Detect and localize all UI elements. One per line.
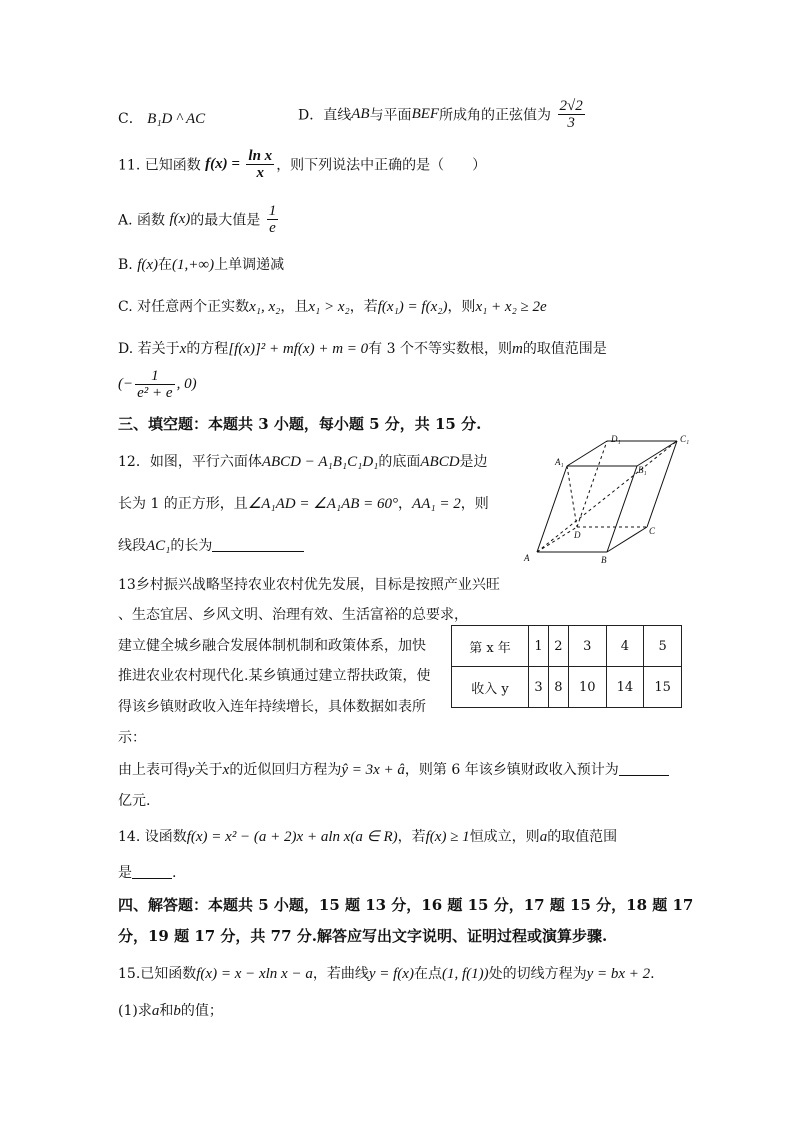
section-title: 三、填空题：本题共 3 小题，每小题 5 分，共 15 分. xyxy=(118,415,482,433)
text: ，且 xyxy=(280,299,309,315)
fraction-num: 1 xyxy=(268,203,277,219)
fraction-den: 3 xyxy=(558,114,585,131)
math: , 0) xyxy=(176,376,197,392)
q11-option-c xyxy=(118,296,547,316)
text: 的取值范围 xyxy=(547,829,618,845)
math: [f(x)]² + mf(x) + m = 0 xyxy=(228,341,369,357)
math-interval: (1,+∞) xyxy=(172,257,215,273)
table-cell: 15 xyxy=(644,667,682,708)
option-label: A. 函数 xyxy=(118,212,166,229)
fraction xyxy=(135,368,174,401)
label-b: B xyxy=(601,555,607,565)
table-cell: 1 xyxy=(529,626,549,667)
q15-part1 xyxy=(118,1000,223,1020)
table-header: 第 x 年 xyxy=(452,626,529,667)
label-d: D xyxy=(574,530,581,540)
math: ŷ = 3x + â xyxy=(341,762,405,778)
text: C. 对任意两个正实数 xyxy=(118,299,250,315)
option-c-math: B₁D ^ AC xyxy=(147,111,206,127)
option-label: B. xyxy=(118,257,133,273)
math-fx: f(x) xyxy=(137,257,159,273)
text: 在点 xyxy=(413,966,442,982)
label-a: A xyxy=(524,553,530,563)
q14-line1 xyxy=(118,826,617,846)
math: x₁, x₂ xyxy=(249,299,281,315)
text: 的方程 xyxy=(186,341,229,357)
text: 的底面 xyxy=(378,454,421,470)
q10-option-c xyxy=(118,108,205,128)
math: x xyxy=(179,341,187,357)
table-cell: 3 xyxy=(568,626,606,667)
text: 是边 xyxy=(459,454,488,470)
option-label: C． xyxy=(118,111,143,127)
q13-line2: 、生态宜居、乡风文明、治理有效、生活富裕的总要求， xyxy=(118,607,468,623)
q13-line3: 建立健全城乡融合发展体制机制和政策体系，加快 xyxy=(118,638,426,654)
math: ABCD − A₁B₁C₁D₁ xyxy=(261,454,379,470)
fraction-num: 1 xyxy=(151,368,159,384)
math: f(x) = x² − (a + 2)x + aln x(a ∈ R) xyxy=(186,829,398,845)
math: (1, f(1)) xyxy=(441,966,489,982)
text: (1)求 xyxy=(118,1003,152,1019)
text: 的近似回归方程为 xyxy=(229,762,342,778)
math: m xyxy=(511,341,523,357)
table-cell: 10 xyxy=(568,667,606,708)
fraction xyxy=(246,148,274,181)
text: ，则 xyxy=(460,496,489,512)
text: ，若曲线 xyxy=(312,966,369,982)
math-fx: f(x) xyxy=(169,211,191,227)
math: ABCD xyxy=(420,454,460,470)
table-row xyxy=(452,626,682,667)
fraction-num: ln x xyxy=(248,148,273,164)
text: 的值； xyxy=(180,1003,223,1019)
q13-line4: 推进农业农村现代化.某乡镇通过建立帮扶政策，使 xyxy=(118,668,431,684)
q11-option-a xyxy=(118,203,280,236)
table-cell: 14 xyxy=(606,667,644,708)
question-number: 11. 已知函数 xyxy=(118,157,201,174)
text: 恒成立，则 xyxy=(469,829,540,845)
q12-line2 xyxy=(118,493,489,513)
text: ，则下列说法中正确的是（ ） xyxy=(276,157,487,174)
q13-line1: 13乡村振兴战略坚持农业农村优先发展，目标是按照产业兴旺 xyxy=(118,577,500,593)
math: y = f(x) xyxy=(368,966,414,982)
fraction-den: e xyxy=(267,219,279,236)
math: x₁ + x₂ ≥ 2e xyxy=(475,299,547,315)
text: 15.已知函数 xyxy=(118,966,197,982)
section-title-line2: 分，19 题 17 分，共 77 分.解答应写出文字说明、证明过程或演算步骤. xyxy=(118,927,608,945)
q12-line1 xyxy=(118,451,488,471)
q11-option-b xyxy=(118,254,284,274)
table-cell: 4 xyxy=(606,626,644,667)
text: . xyxy=(172,865,177,881)
label-d1: D₁ xyxy=(611,434,621,444)
text: 由上表可得 xyxy=(118,762,188,778)
q15-stem xyxy=(118,963,655,983)
math: (− xyxy=(118,376,134,392)
fraction-num: 2√2 xyxy=(559,98,583,114)
text: 12．如图，平行六面体 xyxy=(118,454,262,470)
text: 的取值范围是 xyxy=(522,341,607,357)
text: ，若 xyxy=(349,299,378,315)
text: 有 3 个不等实数根，则 xyxy=(368,341,512,357)
fraction-den: e² + e xyxy=(137,385,173,401)
fraction xyxy=(267,203,279,236)
parallelepiped-figure xyxy=(515,432,695,572)
text: ， xyxy=(398,496,413,512)
text: 的最大值是 xyxy=(190,212,261,229)
math: y = bx + 2 xyxy=(586,966,651,982)
label-b1: B₁ xyxy=(638,465,647,475)
answer-blank[interactable] xyxy=(619,761,669,776)
q13-line7 xyxy=(118,759,669,779)
label-c1: C₁ xyxy=(680,434,690,444)
text: ，则第 6 年该乡镇财政收入预计为 xyxy=(404,762,619,778)
text: 所成角的正弦值为 xyxy=(439,107,552,124)
option-label: D．直线 xyxy=(298,107,352,124)
text: 线段 xyxy=(118,538,146,554)
table-header: 收入 y xyxy=(452,667,529,708)
table-row xyxy=(452,667,682,708)
label-a1: A₁ xyxy=(555,457,564,467)
q11-stem xyxy=(118,148,486,181)
q13-line5: 得该乡镇财政收入连年持续增长，具体数据如表所 xyxy=(118,699,426,715)
math: ∠A₁AD = ∠A₁AB = 60° xyxy=(247,496,399,512)
math: x₁ > x₂ xyxy=(308,299,350,315)
table-cell: 8 xyxy=(548,667,568,708)
math: AC₁ xyxy=(146,538,171,554)
math: f(x) = x − xln x − a xyxy=(196,966,313,982)
math-bef: BEF xyxy=(411,106,440,122)
math-fx: f(x) = xyxy=(205,156,240,172)
text: 上单调递减 xyxy=(214,257,285,273)
math: f(x) ≥ 1 xyxy=(425,829,470,845)
answer-blank[interactable] xyxy=(212,537,304,552)
fraction-den: x xyxy=(246,164,274,181)
math: f(x₁) = f(x₂) xyxy=(377,299,448,315)
data-table xyxy=(451,625,682,708)
text: 是 xyxy=(118,865,132,881)
text: 与平面 xyxy=(369,107,412,124)
math: x xyxy=(222,762,230,778)
q10-option-d xyxy=(298,98,587,131)
text: ，若 xyxy=(397,829,426,845)
fraction xyxy=(558,98,585,131)
math: a xyxy=(539,829,548,845)
q11-option-d xyxy=(118,338,607,358)
math: y xyxy=(188,762,195,778)
table-cell: 2 xyxy=(548,626,568,667)
q13-line6: 示： xyxy=(118,730,146,746)
math-ab: AB xyxy=(351,106,370,122)
text: ，则 xyxy=(447,299,476,315)
math: b xyxy=(173,1003,181,1019)
table-cell: 3 xyxy=(529,667,549,708)
text: 关于 xyxy=(194,762,223,778)
q14-line2 xyxy=(118,862,176,882)
label-c: C xyxy=(649,526,656,536)
math: a xyxy=(151,1003,160,1019)
text: 在 xyxy=(158,257,173,273)
text: D. 若关于 xyxy=(118,341,180,357)
q12-line3 xyxy=(118,535,304,555)
text: 处的切线方程为 xyxy=(488,966,587,982)
math: AA₁ = 2 xyxy=(412,496,461,512)
text: . xyxy=(650,966,655,982)
q13-line8: 亿元. xyxy=(118,793,151,809)
text: 14. 设函数 xyxy=(118,829,187,845)
table-cell: 5 xyxy=(644,626,682,667)
q11-option-d-range xyxy=(118,368,197,401)
text: 的长为 xyxy=(170,538,213,554)
section-title-line1: 四、解答题：本题共 5 小题，15 题 13 分，16 题 15 分，17 题 15 分，18 题 17 xyxy=(118,896,694,914)
text: 和 xyxy=(159,1003,174,1019)
text: 长为 1 的正方形，且 xyxy=(118,496,248,512)
answer-blank[interactable] xyxy=(132,864,172,879)
